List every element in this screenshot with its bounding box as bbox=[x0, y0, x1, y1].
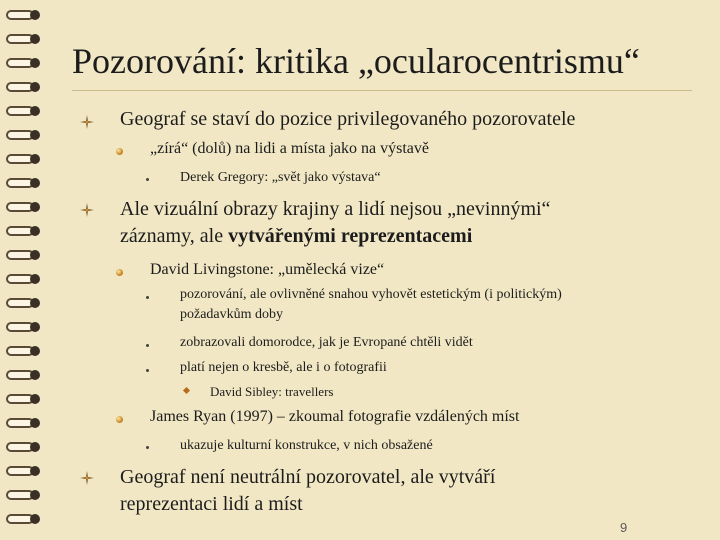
bullet-item-9: David Sibley: travellers bbox=[210, 384, 334, 399]
small-dot-icon bbox=[146, 446, 149, 449]
spiral-hole bbox=[30, 10, 40, 20]
spiral-hole bbox=[30, 154, 40, 164]
bullet-item-1: Geograf se staví do pozice privilegovaného pozorovatele bbox=[120, 108, 576, 130]
sparkle-star-icon bbox=[80, 203, 94, 222]
bullet-item-6 bbox=[180, 285, 562, 325]
bullet-item-10: James Ryan (1997) – zkoumal fotografie vzdálených míst bbox=[150, 408, 520, 425]
spiral-hole bbox=[30, 322, 40, 332]
bullet-item-4-line2 bbox=[120, 223, 550, 250]
small-dot-icon bbox=[146, 369, 149, 372]
spiral-hole bbox=[30, 298, 40, 308]
spiral-hole bbox=[30, 82, 40, 92]
spiral-hole bbox=[30, 274, 40, 284]
bullet-item-4-line1: Ale vizuální obrazy krajiny a lidí nejsou „nevinnými“ bbox=[120, 198, 551, 220]
bullet-item-8: platí nejen o kresbě, ale i o fotografii bbox=[180, 360, 387, 375]
bullet-item-7: zobrazovali domorodce, jak je Evropané chtěli vidět bbox=[180, 335, 473, 350]
spiral-hole bbox=[30, 370, 40, 380]
bullet-item-12-line1: Geograf není neutrální pozorovatel, ale vytváří bbox=[120, 466, 496, 488]
bullet-item-2: „zírá“ (dolů) na lidi a místa jako na výstavě bbox=[150, 140, 430, 157]
tiny-diamond-icon bbox=[183, 387, 190, 394]
slide-title: Pozorování: kritika „ocularocentrismu“ bbox=[72, 41, 640, 81]
spiral-hole bbox=[30, 202, 40, 212]
bullet-item-5: David Livingstone: „umělecká vize“ bbox=[150, 261, 385, 278]
spiral-binding-icon bbox=[0, 0, 46, 540]
spiral-hole bbox=[30, 418, 40, 428]
bullet-item-12-line2: reprezentaci lidí a míst bbox=[120, 493, 303, 515]
spiral-hole bbox=[30, 442, 40, 452]
spiral-hole bbox=[30, 490, 40, 500]
spiral-hole bbox=[30, 394, 40, 404]
sparkle-star-icon bbox=[80, 115, 94, 134]
title-divider bbox=[72, 90, 692, 91]
spiral-hole bbox=[30, 250, 40, 260]
page-number: 9 bbox=[620, 520, 628, 535]
small-dot-icon bbox=[146, 296, 149, 299]
bullet-item-3: Derek Gregory: „svět jako výstava“ bbox=[180, 170, 381, 185]
bullet-item-6-line1: pozorování, ale ovlivněné snahou vyhovět estetickým (i politickým) bbox=[180, 287, 562, 302]
spiral-hole bbox=[30, 466, 40, 476]
plain-text: záznamy, ale bbox=[120, 225, 229, 247]
bullet-item-11: ukazuje kulturní konstrukce, v nich obsažené bbox=[180, 438, 433, 453]
spiral-hole bbox=[30, 226, 40, 236]
spiral-hole bbox=[30, 178, 40, 188]
spiral-hole bbox=[30, 106, 40, 116]
emphasis-text: vytvářenými reprezentacemi bbox=[228, 225, 473, 247]
orange-dot-icon bbox=[116, 269, 123, 276]
bullet-item-6-line2: požadavkům doby bbox=[180, 307, 284, 322]
orange-dot-icon bbox=[116, 148, 123, 155]
sparkle-star-icon bbox=[80, 471, 94, 490]
bullet-item-12 bbox=[120, 464, 495, 518]
spiral-hole bbox=[30, 514, 40, 524]
orange-dot-icon bbox=[116, 416, 123, 423]
spiral-hole bbox=[30, 346, 40, 356]
small-dot-icon bbox=[146, 344, 149, 347]
bullet-item-4 bbox=[120, 196, 550, 250]
spiral-hole bbox=[30, 34, 40, 44]
small-dot-icon bbox=[146, 178, 149, 181]
spiral-hole bbox=[30, 130, 40, 140]
spiral-hole bbox=[30, 58, 40, 68]
